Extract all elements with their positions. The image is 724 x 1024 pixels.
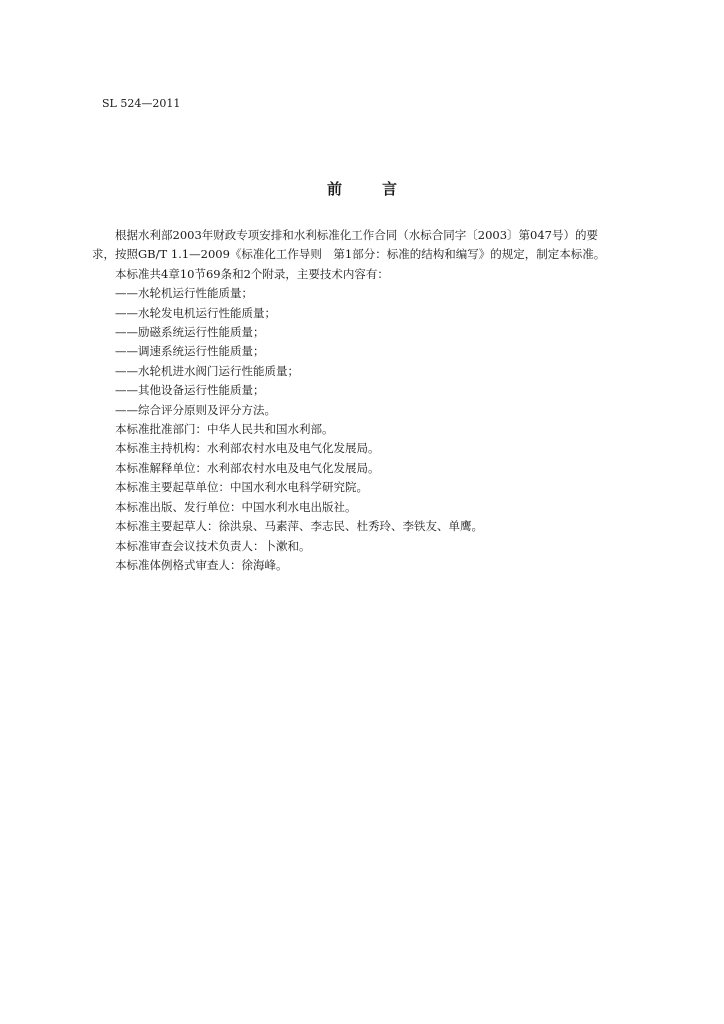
intro-paragraph-line-2: 求，按照GB/T 1.1—2009《标准化工作导则 第1部分：标准的结构和编写》的规定，制定本标准。 [92, 247, 606, 262]
info-line-approval: 本标准批准部门：中华人民共和国水利部。 [115, 422, 334, 437]
content-item: ——其他设备运行性能质量； [115, 383, 265, 398]
intro-paragraph-line-1: 根据水利部2003年财政专项安排和水利标准化工作合同（水标合同字〔2003〕第047号）的要 [115, 228, 598, 242]
info-line-interpretation: 本标准解释单位：水利部农村水电及电气化发展局。 [115, 460, 380, 475]
content-item: ——调速系统运行性能质量； [115, 344, 265, 359]
document-code: SL 524—2011 [102, 97, 181, 110]
info-line-review-lead: 本标准审查会议技术负责人：卜漱和。 [115, 538, 311, 553]
content-item: ——水轮发电机运行性能质量； [115, 305, 276, 320]
foreword-body [92, 226, 662, 575]
title-char-2: 言 [382, 180, 398, 198]
content-item: ——励磁系统运行性能质量； [115, 325, 265, 340]
content-item: ——水轮机进水阀门运行性能质量； [115, 363, 299, 378]
page-title [0, 178, 724, 199]
content-item: ——水轮机运行性能质量； [115, 286, 253, 301]
content-item: ——综合评分原则及评分方法。 [115, 402, 276, 417]
info-line-drafting-unit: 本标准主要起草单位：中国水利水电科学研究院。 [115, 480, 368, 495]
title-char-1: 前 [326, 180, 342, 198]
info-line-drafters: 本标准主要起草人：徐洪泉、马素萍、李志民、杜秀玲、李铁友、单鹰。 [115, 519, 483, 534]
info-line-publisher: 本标准出版、发行单位：中国水利水电出版社。 [115, 499, 357, 514]
info-line-format-reviewer: 本标准体例格式审查人：徐海峰。 [115, 557, 288, 572]
info-line-host: 本标准主持机构：水利部农村水电及电气化发展局。 [115, 441, 380, 456]
structure-paragraph: 本标准共4章10节69条和2个附录，主要技术内容有： [115, 266, 389, 281]
